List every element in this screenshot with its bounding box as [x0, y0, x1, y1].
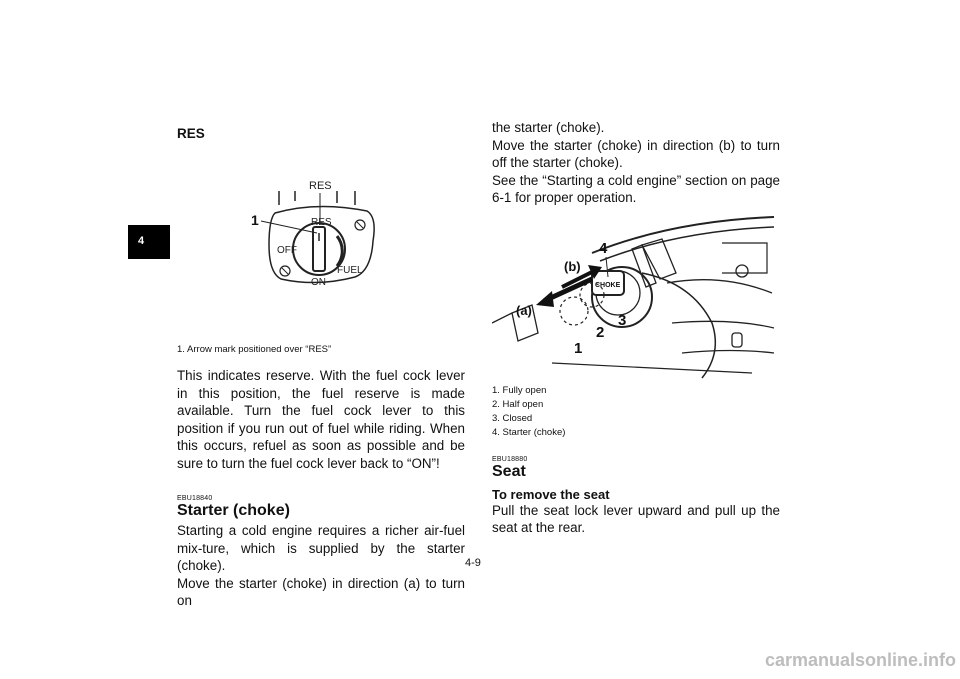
choke-cont-para3: See the “Starting a cold engine” section on page 6-1 for proper operation. — [492, 172, 780, 205]
choke-num-2: 2 — [596, 323, 605, 341]
left-column — [177, 126, 465, 610]
fuel-cock-diagram — [177, 141, 465, 291]
diagram-label-res-top: RES — [309, 180, 332, 192]
choke-knob-text: CHOKE — [595, 281, 621, 289]
starter-title: Starter (choke) — [177, 502, 290, 519]
caption-closed: 3. Closed — [492, 412, 533, 424]
starter-para2: Move the starter (choke) in direction (a) to turn on — [177, 575, 465, 608]
seat-paragraph: Pull the seat lock lever upward and pull up the seat at the rear. — [492, 502, 780, 535]
chapter-tab — [128, 225, 170, 259]
chapter-tab-label: 4 — [138, 235, 145, 247]
diagram-callout-1: 1 — [251, 212, 259, 228]
starter-para1: Starting a cold engine requires a richer air-fuel mix-ture, which is supplied by the starter (choke). — [177, 523, 465, 573]
page-number: 4-9 — [465, 557, 481, 569]
caption-fully-open: 1. Fully open — [492, 384, 547, 396]
footer-watermark[interactable]: carmanualsonline.info — [764, 650, 956, 670]
diagram-label-res-knob: RES — [311, 217, 332, 228]
seat-subheading: To remove the seat — [492, 486, 610, 502]
choke-cont-para2: Move the starter (choke) in direction (b) to turn off the starter (choke). — [492, 137, 780, 170]
res-caption: 1. Arrow mark positioned over “RES” — [177, 344, 332, 355]
choke-label-b: (b) — [564, 258, 581, 274]
caption-starter-choke: 4. Starter (choke) — [492, 426, 566, 438]
choke-num-4: 4 — [599, 239, 608, 257]
diagram-label-off: OFF — [277, 245, 297, 256]
choke-label-a: (a) — [516, 302, 532, 318]
choke-diagram — [492, 213, 780, 383]
choke-num-1: 1 — [574, 339, 583, 357]
choke-captions — [492, 384, 780, 440]
seat-code: EBU18880 — [492, 455, 528, 463]
starter-code: EBU18840 — [177, 495, 213, 502]
caption-half-open: 2. Half open — [492, 398, 544, 410]
seat-title: Seat — [492, 462, 526, 480]
res-paragraph: This indicates reserve. With the fuel cock lever in this position, the fuel reserve is made available. Turn the fuel cock lever to this position if you run out of fuel while riding. When this occurs, refuel as soon as possible and be sure to turn the fuel cock lever back to “ON”! — [177, 368, 465, 471]
diagram-label-on: ON — [311, 277, 326, 288]
choke-cont-para1: the starter (choke). — [492, 120, 605, 135]
diagram-label-fuel: FUEL — [337, 265, 363, 276]
right-column — [492, 119, 780, 537]
res-heading: RES — [177, 126, 205, 141]
choke-num-3: 3 — [618, 311, 627, 329]
